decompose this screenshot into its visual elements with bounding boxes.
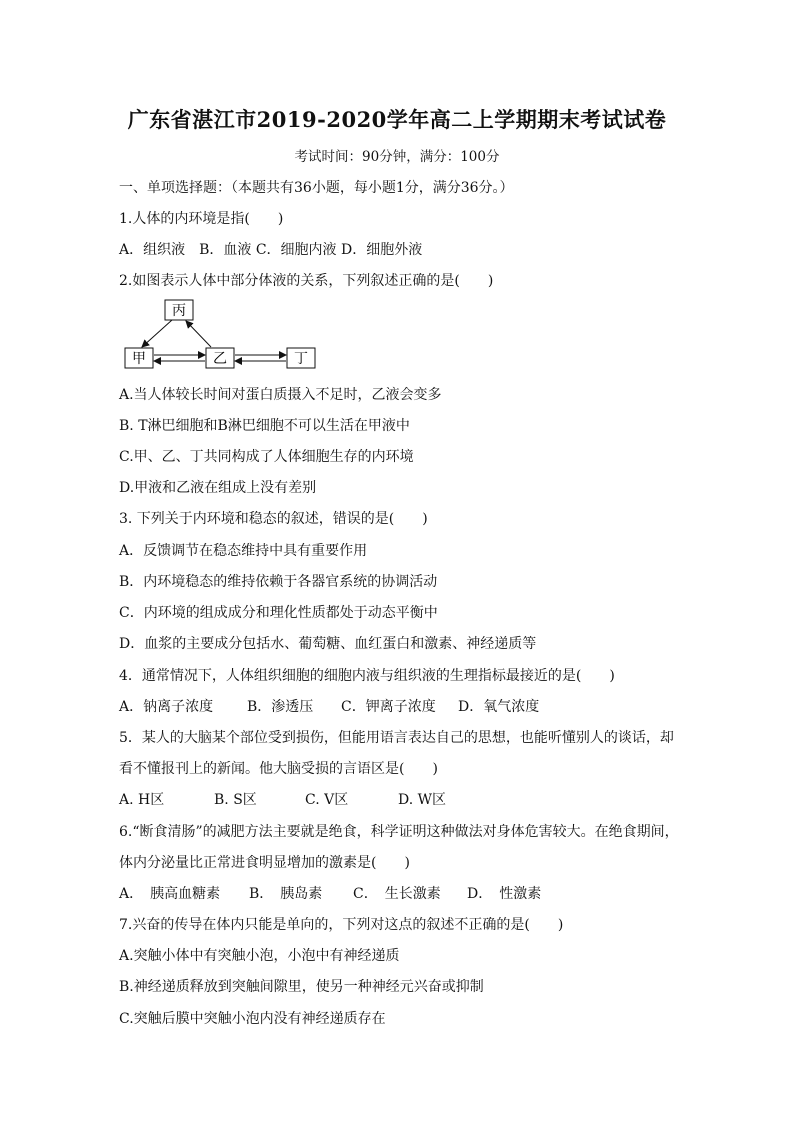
question-5-stem-line-2: 看不懂报刊上的新闻。他大脑受损的言语区是( ) [119, 761, 438, 777]
question-4-option-b: B．渗透压 [247, 699, 314, 715]
question-3-stem: 3. 下列关于内环境和稳态的叙述，错误的是( ) [119, 511, 428, 527]
question-5-option-c: C. V区 [305, 792, 349, 808]
question-2-option-a: A.当人体较长时间对蛋白质摄入不足时，乙液会变多 [119, 387, 442, 403]
diagram-label-bing: 丙 [172, 303, 186, 319]
question-6-option-a: A． 胰高血糖素 [119, 886, 221, 902]
question-4-options [119, 696, 539, 716]
diagram-label-jia: 甲 [132, 351, 146, 367]
question-2-option-c: C.甲、乙、丁共同构成了人体细胞生存的内环境 [119, 449, 414, 465]
question-6-stem-line-1: 6.“断食清肠”的减肥方法主要就是绝食，科学证明这种做法对身体危害较大。在绝食期间， [119, 824, 679, 840]
question-4-option-d: D．氧气浓度 [458, 699, 540, 715]
question-7-option-b: B.神经递质释放到突触间隙里，使另一种神经元兴奋或抑制 [119, 979, 484, 995]
question-6-option-b: B． 胰岛素 [249, 886, 323, 902]
question-5-option-d: D. W区 [398, 792, 447, 808]
question-2-stem: 2.如图表示人体中部分体液的关系，下列叙述正确的是( ) [119, 273, 494, 289]
question-4-option-c: C．钾离子浓度 [341, 699, 436, 715]
question-5-stem-line-1: 5．某人的大脑某个部位受到损伤，但能用语言表达自己的思想，也能听懂别人的谈话，却 [119, 730, 674, 746]
question-1-stem: 1.人体的内环境是指( ) [119, 211, 284, 227]
question-5-option-b: B. S区 [214, 792, 257, 808]
question-3-option-b: B．内环境稳态的维持依赖于各器官系统的协调活动 [119, 574, 438, 590]
question-4-stem: 4．通常情况下，人体组织细胞的细胞内液与组织液的生理指标最接近的是( ) [119, 668, 615, 684]
question-7-stem: 7.兴奋的传导在体内只能是单向的，下列对这点的叙述不正确的是( ) [119, 917, 564, 933]
question-3-option-c: C．内环境的组成成分和理化性质都处于动态平衡中 [119, 605, 438, 621]
question-2-option-d: D.甲液和乙液在组成上没有差别 [119, 480, 317, 496]
diagram-label-ding: 丁 [294, 351, 308, 367]
diagram-label-yi: 乙 [213, 351, 227, 367]
question-6-options [119, 883, 541, 903]
question-1-options: A．组织液 B．血液 C．细胞内液 D．细胞外液 [119, 242, 423, 258]
question-2-option-b: B. T淋巴细胞和B淋巴细胞不可以生活在甲液中 [119, 418, 410, 434]
question-3-option-a: A．反馈调节在稳态维持中具有重要作用 [119, 543, 368, 559]
question-6-stem-line-2: 体内分泌量比正常进食明显增加的激素是( ) [119, 855, 410, 871]
question-7-option-a: A.突触小体中有突触小泡，小泡中有神经递质 [119, 948, 400, 964]
question-3-option-d: D．血浆的主要成分包括水、葡萄糖、血红蛋白和激素、神经递质等 [119, 636, 537, 652]
question-7-option-c: C.突触后膜中突触小泡内没有神经递质存在 [119, 1011, 386, 1027]
question-5-option-a: A. H区 [119, 792, 165, 808]
arrow-bing-to-jia [142, 320, 172, 347]
exam-info: 考试时间：90分钟，满分：100分 [294, 149, 500, 165]
body-fluid-diagram [122, 297, 332, 375]
question-6-option-d: D． 性激素 [467, 886, 542, 902]
question-4-option-a: A．钠离子浓度 [119, 699, 214, 715]
arrow-yi-to-bing [186, 321, 211, 347]
question-6-option-c: C． 生长激素 [353, 886, 441, 902]
question-5-options [119, 789, 446, 809]
exam-title: 广东省湛江市2019-2020学年高二上学期期末考试试卷 [127, 107, 667, 132]
section-heading: 一、单项选择题：（本题共有36小题，每小题1分，满分36分。） [119, 180, 514, 196]
